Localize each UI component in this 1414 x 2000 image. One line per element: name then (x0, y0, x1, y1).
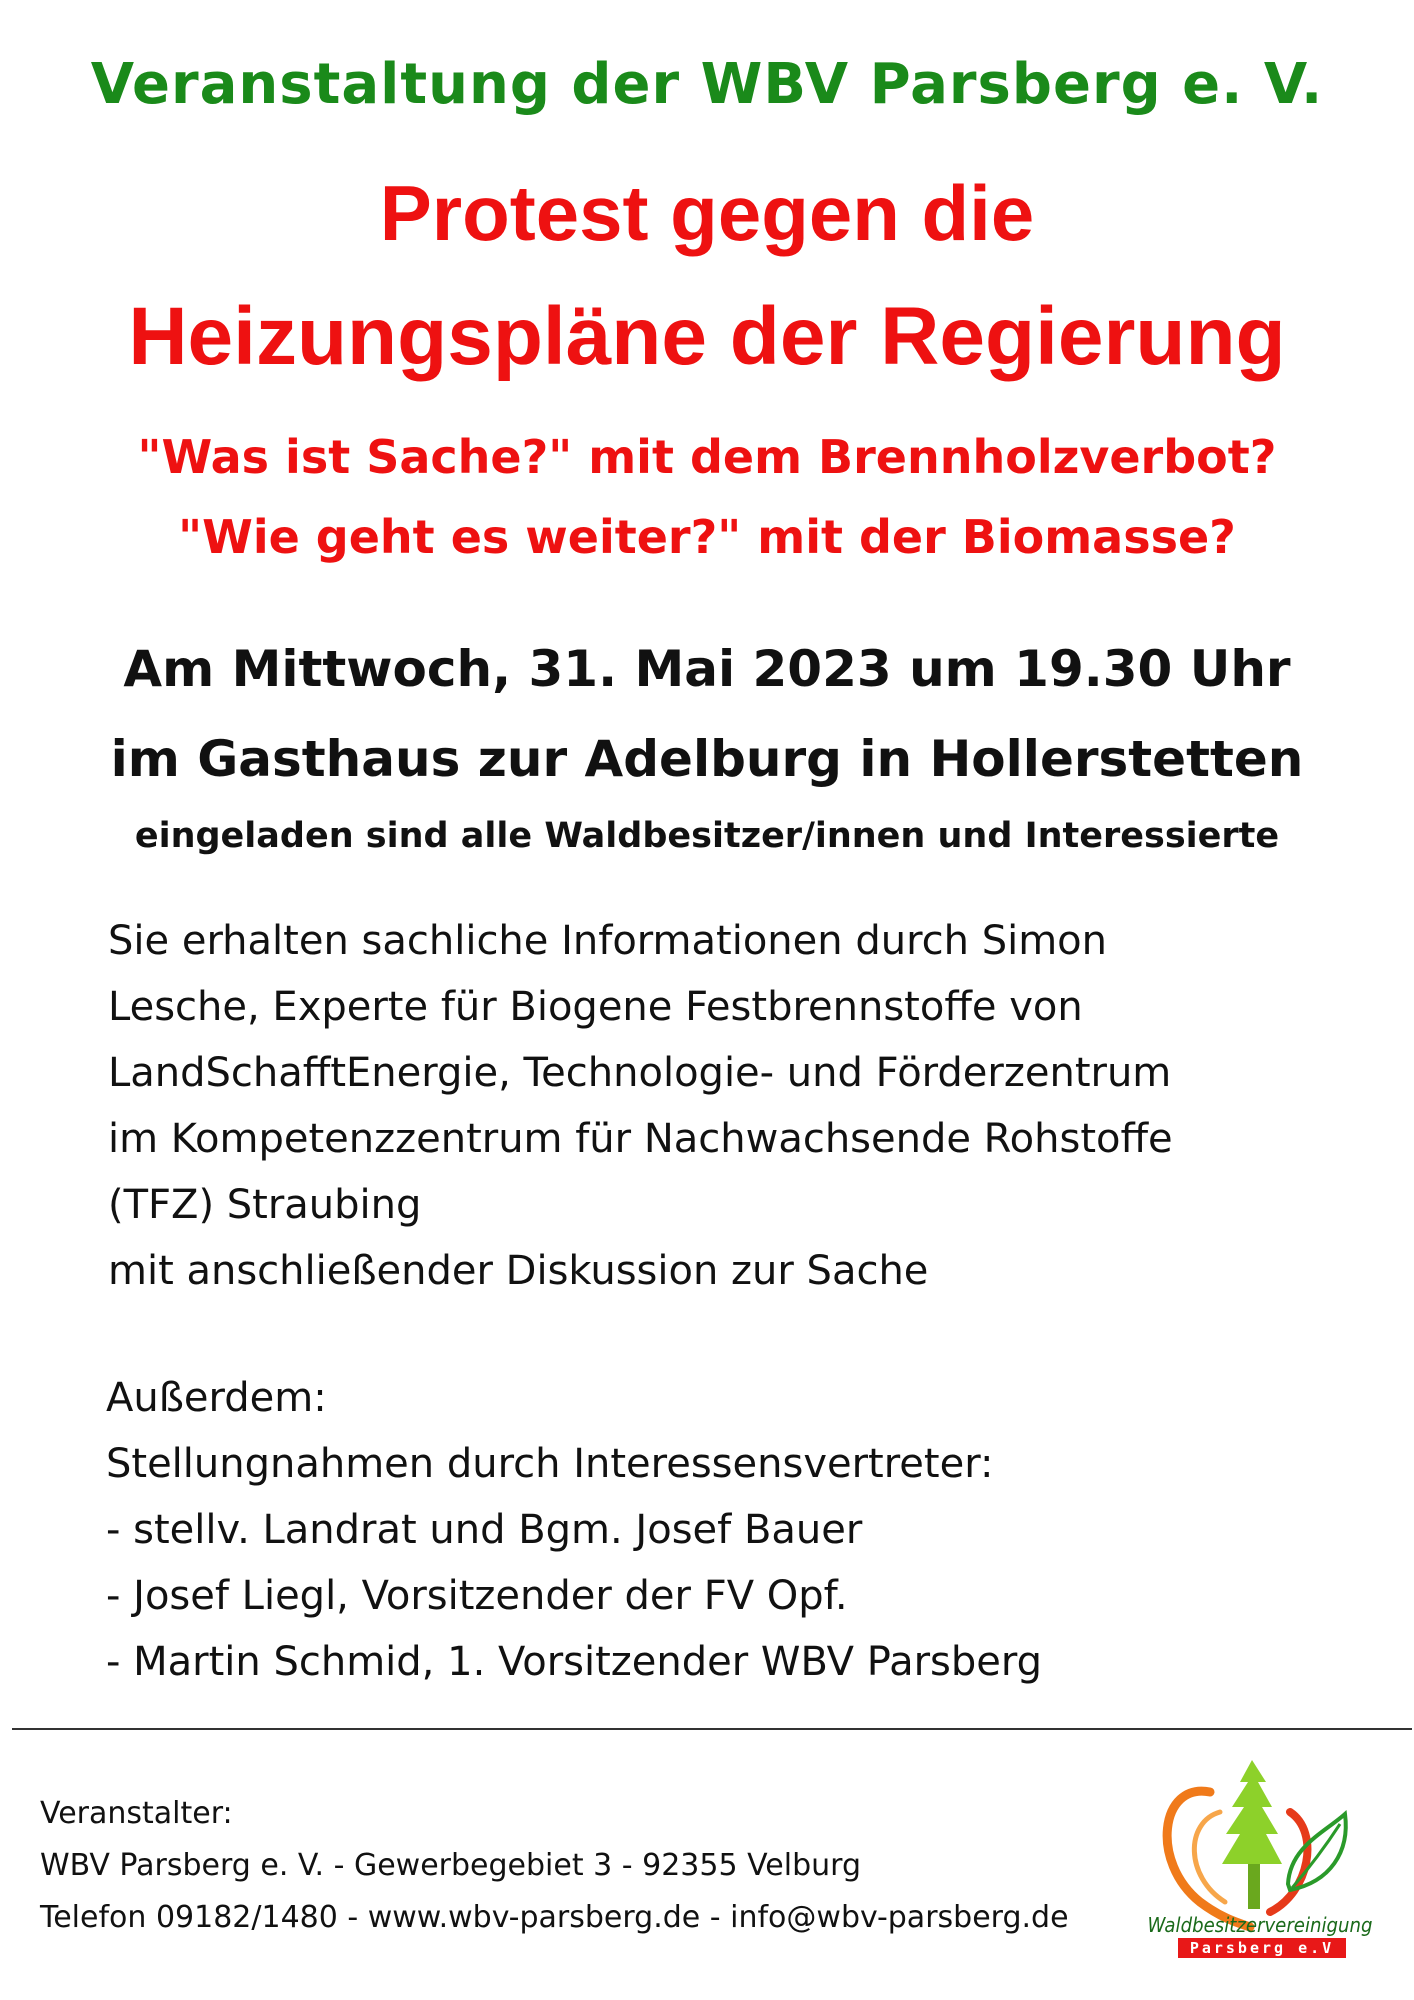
headline-line-1: Protest gegen die (379, 169, 1035, 257)
extra-subheading: Stellungnahmen durch Interessensvertreter: (106, 1441, 994, 1487)
question-1: "Was ist Sache?" mit dem Brennholzverbot? (137, 430, 1277, 484)
logo-wordmark: Waldbesitzervereinigung (1147, 1913, 1373, 1937)
info-line: Lesche, Experte für Biogene Festbrennstoffe von (108, 984, 1083, 1030)
event-date: Am Mittwoch, 31. Mai 2023 um 19.30 Uhr (123, 640, 1291, 698)
info-line: im Kompetenzzentrum für Nachwachsende Rohstoffe (108, 1116, 1173, 1162)
footer-address: WBV Parsberg e. V. - Gewerbegebiet 3 - 92355 Velburg (40, 1848, 861, 1883)
info-paragraph (108, 908, 1368, 1304)
invitation-line: eingeladen sind alle Waldbesitzer/innen und Interessierte (134, 816, 1280, 856)
tree-leaf-logo-icon (1140, 1752, 1380, 1962)
headline-line-2: Heizungspläne der Regierung (128, 291, 1286, 382)
info-line: Sie erhalten sachliche Informationen durch Simon (108, 918, 1107, 964)
organizer-title: Veranstaltung der WBV Parsberg e. V. (90, 52, 1324, 117)
logo-subline: Parsberg e.V (1189, 1939, 1335, 1957)
question-2: "Wie geht es weiter?" mit der Biomasse? (178, 510, 1236, 564)
footer-label: Veranstalter: (40, 1796, 233, 1831)
event-venue: im Gasthaus zur Adelburg in Hollerstetten (110, 730, 1304, 788)
speaker-item: - Josef Liegl, Vorsitzender der FV Opf. (106, 1573, 848, 1619)
info-line: LandSchafftEnergie, Technologie- und Förderzentrum (108, 1050, 1172, 1096)
info-line: (TFZ) Straubing (108, 1182, 422, 1228)
footer (40, 1788, 1069, 1944)
speaker-item: - stellv. Landrat und Bgm. Josef Bauer (106, 1507, 863, 1553)
extra-heading: Außerdem: (106, 1375, 327, 1421)
footer-contact: Telefon 09182/1480 - www.wbv-parsberg.de - info@wbv-parsberg.de (40, 1900, 1069, 1935)
footer-divider (12, 1728, 1412, 1730)
extra-section (106, 1365, 1366, 1695)
speaker-item: - Martin Schmid, 1. Vorsitzender WBV Parsberg (106, 1639, 1043, 1685)
info-line: mit anschließender Diskussion zur Sache (108, 1248, 929, 1294)
